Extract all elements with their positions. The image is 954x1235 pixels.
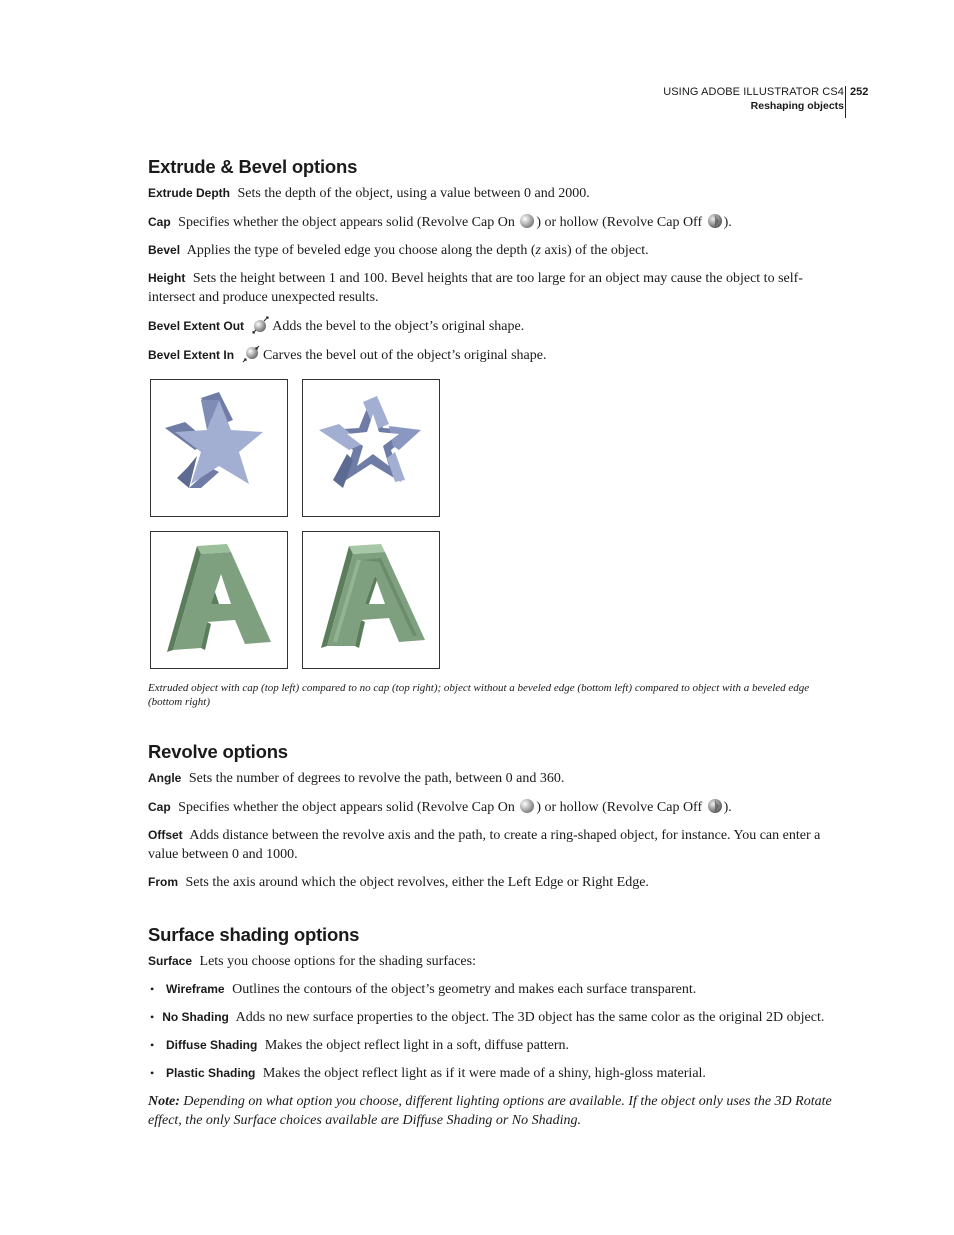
running-header — [663, 86, 844, 112]
header-divider — [845, 86, 846, 118]
figure-star-with-cap — [150, 379, 288, 517]
bullet-glyph: • — [150, 1010, 155, 1024]
note-paragraph — [148, 1092, 840, 1130]
term-text: Sets the number of degrees to revolve the path, between 0 and 360. — [188, 771, 565, 786]
offset-entry — [148, 826, 840, 864]
term-label: From — [148, 875, 178, 889]
cap-on-icon — [518, 212, 536, 230]
bullet-glyph: • — [150, 1066, 155, 1080]
term-label: Angle — [148, 771, 182, 785]
list-item — [148, 1008, 840, 1027]
list-item — [148, 1036, 840, 1055]
term-text: axis) of the object. — [540, 243, 649, 258]
surface-heading: Surface shading options — [148, 924, 360, 945]
bevel-extent-out-entry — [148, 316, 840, 336]
term-label: Bevel — [148, 243, 181, 257]
figure-star-no-cap — [302, 379, 440, 517]
header-subtitle: Reshaping objects — [750, 100, 844, 112]
cap-on-icon — [518, 797, 536, 815]
letter-a-flat-image — [151, 532, 287, 668]
revolve-section — [148, 741, 840, 892]
height-entry — [148, 269, 840, 307]
term-text: Makes the object reflect light in a soft, diffuse pattern. — [264, 1038, 569, 1053]
revolve-cap-entry — [148, 797, 840, 817]
term-text: Sets the axis around which the object revolves, either the Left Edge or Right Edge. — [185, 875, 649, 890]
term-text: Lets you choose options for the shading surfaces: — [199, 954, 476, 969]
term-text: ). — [723, 800, 732, 815]
note-label: Note: — [148, 1094, 180, 1109]
axis-letter: z — [535, 243, 541, 258]
bullet-glyph: • — [150, 1038, 155, 1052]
star-uncapped-image — [303, 380, 439, 516]
extrude-bevel-heading: Extrude & Bevel options — [148, 156, 358, 177]
figure-caption: Extruded object with cap (top left) compared to no cap (top right); object without a beveled edge (bottom left) compared to object with a beveled edge (bottom right) — [148, 682, 810, 708]
term-text: Specifies whether the object appears solid (Revolve Cap On — [178, 800, 519, 815]
header-title: USING ADOBE ILLUSTRATOR CS4 — [663, 86, 844, 98]
term-label: No Shading — [162, 1010, 229, 1024]
cap-off-icon — [706, 212, 724, 230]
figure-letter-no-bevel — [150, 531, 288, 669]
bullet-glyph: • — [150, 982, 155, 996]
extrude-bevel-section — [148, 156, 840, 709]
bevel-extent-out-icon — [252, 316, 270, 334]
term-label: Bevel Extent In — [148, 348, 235, 362]
revolve-heading: Revolve options — [148, 741, 288, 762]
angle-entry — [148, 769, 840, 788]
term-label: Height — [148, 271, 186, 285]
extrude-depth-entry — [148, 184, 840, 203]
term-label: Diffuse Shading — [166, 1038, 258, 1052]
list-item — [148, 1064, 840, 1083]
term-text: Specifies whether the object appears solid (Revolve Cap On — [178, 215, 519, 230]
surface-shading-section — [148, 924, 840, 1130]
page-content — [148, 156, 840, 1130]
term-label: Cap — [148, 800, 171, 814]
term-text: Outlines the contours of the object’s geometry and makes each surface transparent. — [232, 982, 697, 997]
term-text: ). — [723, 215, 732, 230]
term-text: Adds no new surface properties to the object. The 3D object has the same color as the original 2D object. — [235, 1010, 825, 1025]
figure-letter-beveled — [302, 531, 440, 669]
term-label: Extrude Depth — [148, 186, 231, 200]
term-text: Adds the bevel to the object’s original shape. — [272, 319, 525, 334]
term-text: Adds distance between the revolve axis and the path, to create a ring-shaped object, for instance. You can enter a value between 0 and 1000. — [148, 828, 821, 862]
term-label: Surface — [148, 954, 193, 968]
cap-entry — [148, 212, 840, 232]
letter-a-beveled-image — [303, 532, 439, 668]
page-number: 252 — [850, 86, 869, 98]
surface-entry — [148, 952, 840, 971]
term-label: Plastic Shading — [166, 1066, 256, 1080]
term-text: Sets the depth of the object, using a value between 0 and 2000. — [237, 186, 590, 201]
term-label: Wireframe — [166, 982, 225, 996]
term-label: Offset — [148, 828, 183, 842]
extrude-figure-grid — [150, 379, 450, 675]
star-capped-image — [151, 380, 287, 516]
from-entry — [148, 873, 840, 892]
term-text: ) or hollow (Revolve Cap Off — [536, 215, 706, 230]
term-text: ) or hollow (Revolve Cap Off — [536, 800, 706, 815]
bevel-extent-in-entry — [148, 345, 840, 365]
term-text: Carves the bevel out of the object’s original shape. — [263, 348, 547, 363]
list-item — [148, 980, 840, 999]
bevel-extent-in-icon — [242, 345, 260, 363]
term-label: Cap — [148, 215, 171, 229]
term-text: Sets the height between 1 and 100. Bevel heights that are too large for an object may cause the object to self-intersect and produce unexpected results. — [148, 271, 803, 305]
note-text: Depending on what option you choose, different lighting options are available. If the object only uses the 3D Rotate effect, the only Surface choices available are Diffuse Shading or No Shading. — [148, 1094, 832, 1128]
term-text: Applies the type of beveled edge you choose along the depth ( — [186, 243, 536, 258]
bevel-entry — [148, 241, 840, 260]
term-label: Bevel Extent Out — [148, 319, 245, 333]
cap-off-icon — [706, 797, 724, 815]
term-text: Makes the object reflect light as if it were made of a shiny, high-gloss material. — [262, 1066, 706, 1081]
